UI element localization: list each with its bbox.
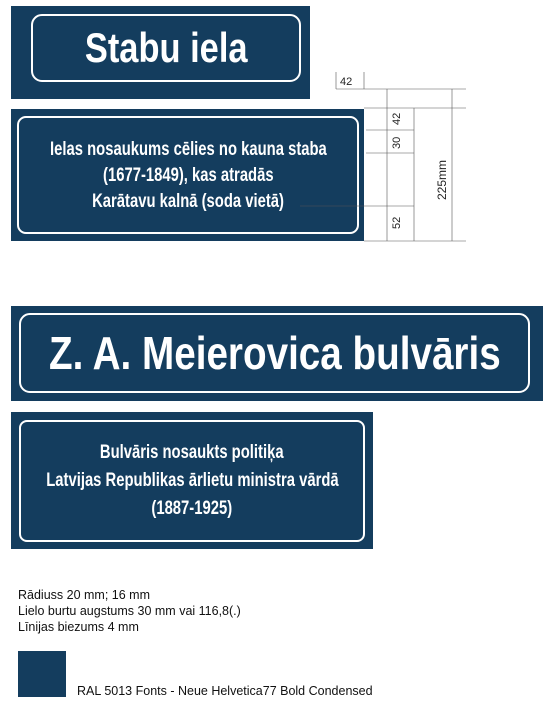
note-letter-height: Lielo burtu augstums 30 mm vai 116,8(.) <box>18 604 241 618</box>
note-radius: Rādiuss 20 mm; 16 mm <box>18 588 150 602</box>
street-name-title: Stabu iela <box>84 24 248 71</box>
description-line-3: Karātavu kalnā (soda vietā) <box>92 191 284 212</box>
dim-label-margin-top: 42 <box>391 112 403 125</box>
description-line-2: Latvijas Republikas ārlietu ministra vārdā <box>45 470 339 491</box>
dim-label-margin-bottom: 52 <box>391 216 403 229</box>
sign-border <box>19 420 365 542</box>
boulevard-name-title: Z. A. Meierovica bulvāris <box>48 327 501 379</box>
description-line-1: Bulvāris nosaukts politiķa <box>100 442 284 463</box>
note-line-thickness: Līnijas biezums 4 mm <box>18 620 139 634</box>
dim-label-letter-height: 30 <box>391 136 403 149</box>
description-line-3: (1887-1925) <box>151 498 233 519</box>
description-line-1: Ielas nosaukums cēlies no kauna staba <box>49 139 327 160</box>
sign-border <box>19 313 530 393</box>
color-swatch <box>18 651 66 697</box>
spec-notes <box>18 587 241 635</box>
boulevard-name-sign <box>11 306 543 401</box>
color-font-note: RAL 5013 Fonts - Neue Helvetica77 Bold Condensed <box>77 684 373 698</box>
dim-label-width: 42 <box>340 76 353 88</box>
boulevard-description-sign <box>11 412 373 549</box>
description-line-2: (1677-1849), kas atradās <box>102 165 274 186</box>
dim-label-total-height: 225mm <box>435 159 449 200</box>
